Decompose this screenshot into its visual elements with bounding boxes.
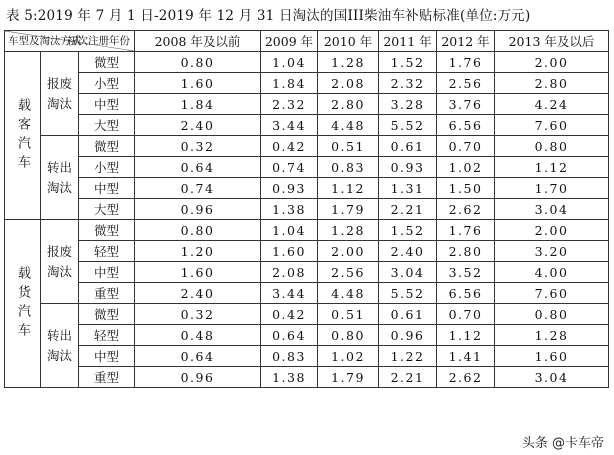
- subsidy-value-cell: 1.28: [318, 220, 379, 241]
- subsidy-value-cell: 2.80: [495, 73, 609, 94]
- table-row: [5, 346, 609, 367]
- subsidy-value-cell: 1.28: [495, 325, 609, 346]
- subsidy-value-cell: 0.51: [318, 304, 379, 325]
- subsidy-value-cell: 0.74: [261, 157, 318, 178]
- subsidy-value-cell: 1.60: [495, 346, 609, 367]
- subsidy-value-cell: 1.12: [318, 178, 379, 199]
- vehicle-category-label: 载客汽车: [15, 97, 30, 174]
- subsidy-value-cell: 0.83: [261, 346, 318, 367]
- vehicle-category-cell: [5, 52, 41, 220]
- subsidy-value-cell: 1.60: [135, 262, 261, 283]
- subsidy-value-cell: 6.56: [437, 115, 495, 136]
- year-header: 2008 年及以前: [135, 31, 261, 52]
- subsidy-value-cell: 3.52: [437, 262, 495, 283]
- subsidy-value-cell: 2.56: [318, 262, 379, 283]
- subsidy-value-cell: 1.60: [135, 73, 261, 94]
- subsidy-value-cell: 1.84: [135, 94, 261, 115]
- subsidy-value-cell: 4.48: [318, 115, 379, 136]
- table-row: [5, 283, 609, 304]
- subsidy-value-cell: 1.38: [261, 367, 318, 388]
- subsidy-value-cell: 1.60: [261, 241, 318, 262]
- disposal-method-label: 转出 淘汰: [46, 327, 72, 363]
- subsidy-value-cell: 1.02: [318, 346, 379, 367]
- subsidy-value-cell: 0.80: [135, 52, 261, 73]
- table-body: [5, 52, 609, 388]
- subsidy-value-cell: 2.40: [135, 283, 261, 304]
- year-header: 2011 年: [379, 31, 437, 52]
- subsidy-value-cell: 0.83: [318, 157, 379, 178]
- year-header: 2010 年: [318, 31, 379, 52]
- subsidy-value-cell: 1.12: [437, 325, 495, 346]
- vehicle-type-cell: 小型: [79, 157, 135, 178]
- subsidy-value-cell: 3.76: [437, 94, 495, 115]
- subsidy-value-cell: 3.04: [379, 262, 437, 283]
- subsidy-value-cell: 0.80: [135, 220, 261, 241]
- subsidy-value-cell: 2.80: [318, 94, 379, 115]
- subsidy-value-cell: 0.70: [437, 304, 495, 325]
- disposal-method-cell: [41, 304, 79, 388]
- subsidy-value-cell: 0.70: [437, 136, 495, 157]
- table-row: [5, 199, 609, 220]
- subsidy-value-cell: 2.62: [437, 367, 495, 388]
- subsidy-value-cell: 2.56: [437, 73, 495, 94]
- subsidy-value-cell: 4.00: [495, 262, 609, 283]
- subsidy-value-cell: 3.20: [495, 241, 609, 262]
- subsidy-value-cell: 0.96: [379, 325, 437, 346]
- subsidy-value-cell: 3.04: [495, 367, 609, 388]
- subsidy-value-cell: 4.48: [318, 283, 379, 304]
- subsidy-value-cell: 2.40: [135, 115, 261, 136]
- subsidy-value-cell: 0.74: [135, 178, 261, 199]
- table-row: [5, 94, 609, 115]
- subsidy-value-cell: 1.12: [495, 157, 609, 178]
- subsidy-value-cell: 1.31: [379, 178, 437, 199]
- subsidy-value-cell: 5.52: [379, 115, 437, 136]
- subsidy-value-cell: 3.44: [261, 283, 318, 304]
- subsidy-value-cell: 2.00: [495, 52, 609, 73]
- subsidy-value-cell: 0.61: [379, 136, 437, 157]
- vehicle-type-cell: 微型: [79, 136, 135, 157]
- subsidy-value-cell: 0.64: [135, 346, 261, 367]
- subsidy-value-cell: 2.08: [261, 262, 318, 283]
- subsidy-value-cell: 2.08: [318, 73, 379, 94]
- subsidy-value-cell: 0.93: [379, 157, 437, 178]
- diag-header-top: 初次注册年份: [67, 35, 131, 47]
- vehicle-type-cell: 重型: [79, 367, 135, 388]
- subsidy-value-cell: 0.64: [135, 157, 261, 178]
- subsidy-value-cell: 2.62: [437, 199, 495, 220]
- watermark-text: 头条 @卡车帝: [521, 436, 604, 451]
- subsidy-value-cell: 1.79: [318, 367, 379, 388]
- subsidy-value-cell: 7.60: [495, 115, 609, 136]
- vehicle-type-cell: 重型: [79, 283, 135, 304]
- subsidy-value-cell: 1.04: [261, 220, 318, 241]
- disposal-method-label: 报废 淘汰: [46, 75, 72, 111]
- subsidy-value-cell: 0.93: [261, 178, 318, 199]
- vehicle-type-cell: 微型: [79, 304, 135, 325]
- subsidy-value-cell: 1.52: [379, 52, 437, 73]
- header-row: [5, 31, 609, 52]
- table-row: [5, 220, 609, 241]
- subsidy-value-cell: 0.32: [135, 304, 261, 325]
- subsidy-value-cell: 1.84: [261, 73, 318, 94]
- subsidy-value-cell: 2.32: [261, 94, 318, 115]
- subsidy-table: [4, 30, 609, 388]
- subsidy-value-cell: 1.20: [135, 241, 261, 262]
- vehicle-category-cell: [5, 220, 41, 388]
- subsidy-value-cell: 1.22: [379, 346, 437, 367]
- subsidy-value-cell: 1.79: [318, 199, 379, 220]
- subsidy-value-cell: 0.96: [135, 367, 261, 388]
- subsidy-value-cell: 2.21: [379, 367, 437, 388]
- disposal-method-label: 转出 淘汰: [46, 159, 72, 195]
- subsidy-value-cell: 0.42: [261, 136, 318, 157]
- subsidy-value-cell: 0.64: [261, 325, 318, 346]
- table-row: [5, 241, 609, 262]
- subsidy-value-cell: 0.61: [379, 304, 437, 325]
- subsidy-value-cell: 0.80: [495, 304, 609, 325]
- disposal-method-label: 报废 淘汰: [46, 243, 72, 279]
- vehicle-type-cell: 中型: [79, 94, 135, 115]
- table-row: [5, 73, 609, 94]
- table-row: [5, 304, 609, 325]
- subsidy-value-cell: 1.38: [261, 199, 318, 220]
- subsidy-value-cell: 0.80: [495, 136, 609, 157]
- vehicle-type-cell: 大型: [79, 115, 135, 136]
- vehicle-type-cell: 中型: [79, 346, 135, 367]
- subsidy-value-cell: 1.02: [437, 157, 495, 178]
- vehicle-type-cell: 微型: [79, 52, 135, 73]
- disposal-method-cell: [41, 52, 79, 136]
- watermark: [518, 431, 608, 452]
- vehicle-type-cell: 中型: [79, 262, 135, 283]
- vehicle-type-cell: 轻型: [79, 325, 135, 346]
- table-row: [5, 367, 609, 388]
- vehicle-type-cell: 中型: [79, 178, 135, 199]
- table-row: [5, 325, 609, 346]
- vehicle-type-cell: 轻型: [79, 241, 135, 262]
- year-header: 2013 年及以后: [495, 31, 609, 52]
- subsidy-value-cell: 2.00: [495, 220, 609, 241]
- table-row: [5, 52, 609, 73]
- table-row: [5, 136, 609, 157]
- subsidy-value-cell: 2.32: [379, 73, 437, 94]
- table-caption: 表 5:2019 年 7 月 1 日-2019 年 12 月 31 日淘汰的国III柴油车补贴标准(单位:万元): [6, 8, 531, 24]
- subsidy-value-cell: 1.04: [261, 52, 318, 73]
- vehicle-type-cell: 小型: [79, 73, 135, 94]
- subsidy-value-cell: 1.70: [495, 178, 609, 199]
- subsidy-value-cell: 3.28: [379, 94, 437, 115]
- diagonal-header-cell: [5, 31, 135, 52]
- subsidy-value-cell: 0.96: [135, 199, 261, 220]
- subsidy-value-cell: 1.52: [379, 220, 437, 241]
- subsidy-value-cell: 6.56: [437, 283, 495, 304]
- subsidy-value-cell: 1.28: [318, 52, 379, 73]
- subsidy-value-cell: 3.44: [261, 115, 318, 136]
- subsidy-value-cell: 0.80: [318, 325, 379, 346]
- year-header: 2009 年: [261, 31, 318, 52]
- subsidy-value-cell: 7.60: [495, 283, 609, 304]
- subsidy-value-cell: 1.41: [437, 346, 495, 367]
- subsidy-value-cell: 1.50: [437, 178, 495, 199]
- year-header: 2012 年: [437, 31, 495, 52]
- subsidy-value-cell: 2.80: [437, 241, 495, 262]
- subsidy-value-cell: 1.76: [437, 220, 495, 241]
- subsidy-value-cell: 1.76: [437, 52, 495, 73]
- table-row: [5, 262, 609, 283]
- subsidy-value-cell: 0.32: [135, 136, 261, 157]
- disposal-method-cell: [41, 220, 79, 304]
- table-row: [5, 115, 609, 136]
- vehicle-type-cell: 大型: [79, 199, 135, 220]
- vehicle-category-label: 载货汽车: [15, 265, 30, 342]
- vehicle-type-cell: 微型: [79, 220, 135, 241]
- subsidy-value-cell: 4.24: [495, 94, 609, 115]
- subsidy-value-cell: 2.21: [379, 199, 437, 220]
- subsidy-value-cell: 0.48: [135, 325, 261, 346]
- disposal-method-cell: [41, 136, 79, 220]
- subsidy-value-cell: 0.51: [318, 136, 379, 157]
- subsidy-value-cell: 5.52: [379, 283, 437, 304]
- subsidy-value-cell: 2.00: [318, 241, 379, 262]
- subsidy-value-cell: 0.42: [261, 304, 318, 325]
- diag-header-bottom: 车型及淘汰方式: [8, 35, 82, 47]
- table-row: [5, 157, 609, 178]
- table-row: [5, 178, 609, 199]
- subsidy-value-cell: 2.40: [379, 241, 437, 262]
- subsidy-value-cell: 3.04: [495, 199, 609, 220]
